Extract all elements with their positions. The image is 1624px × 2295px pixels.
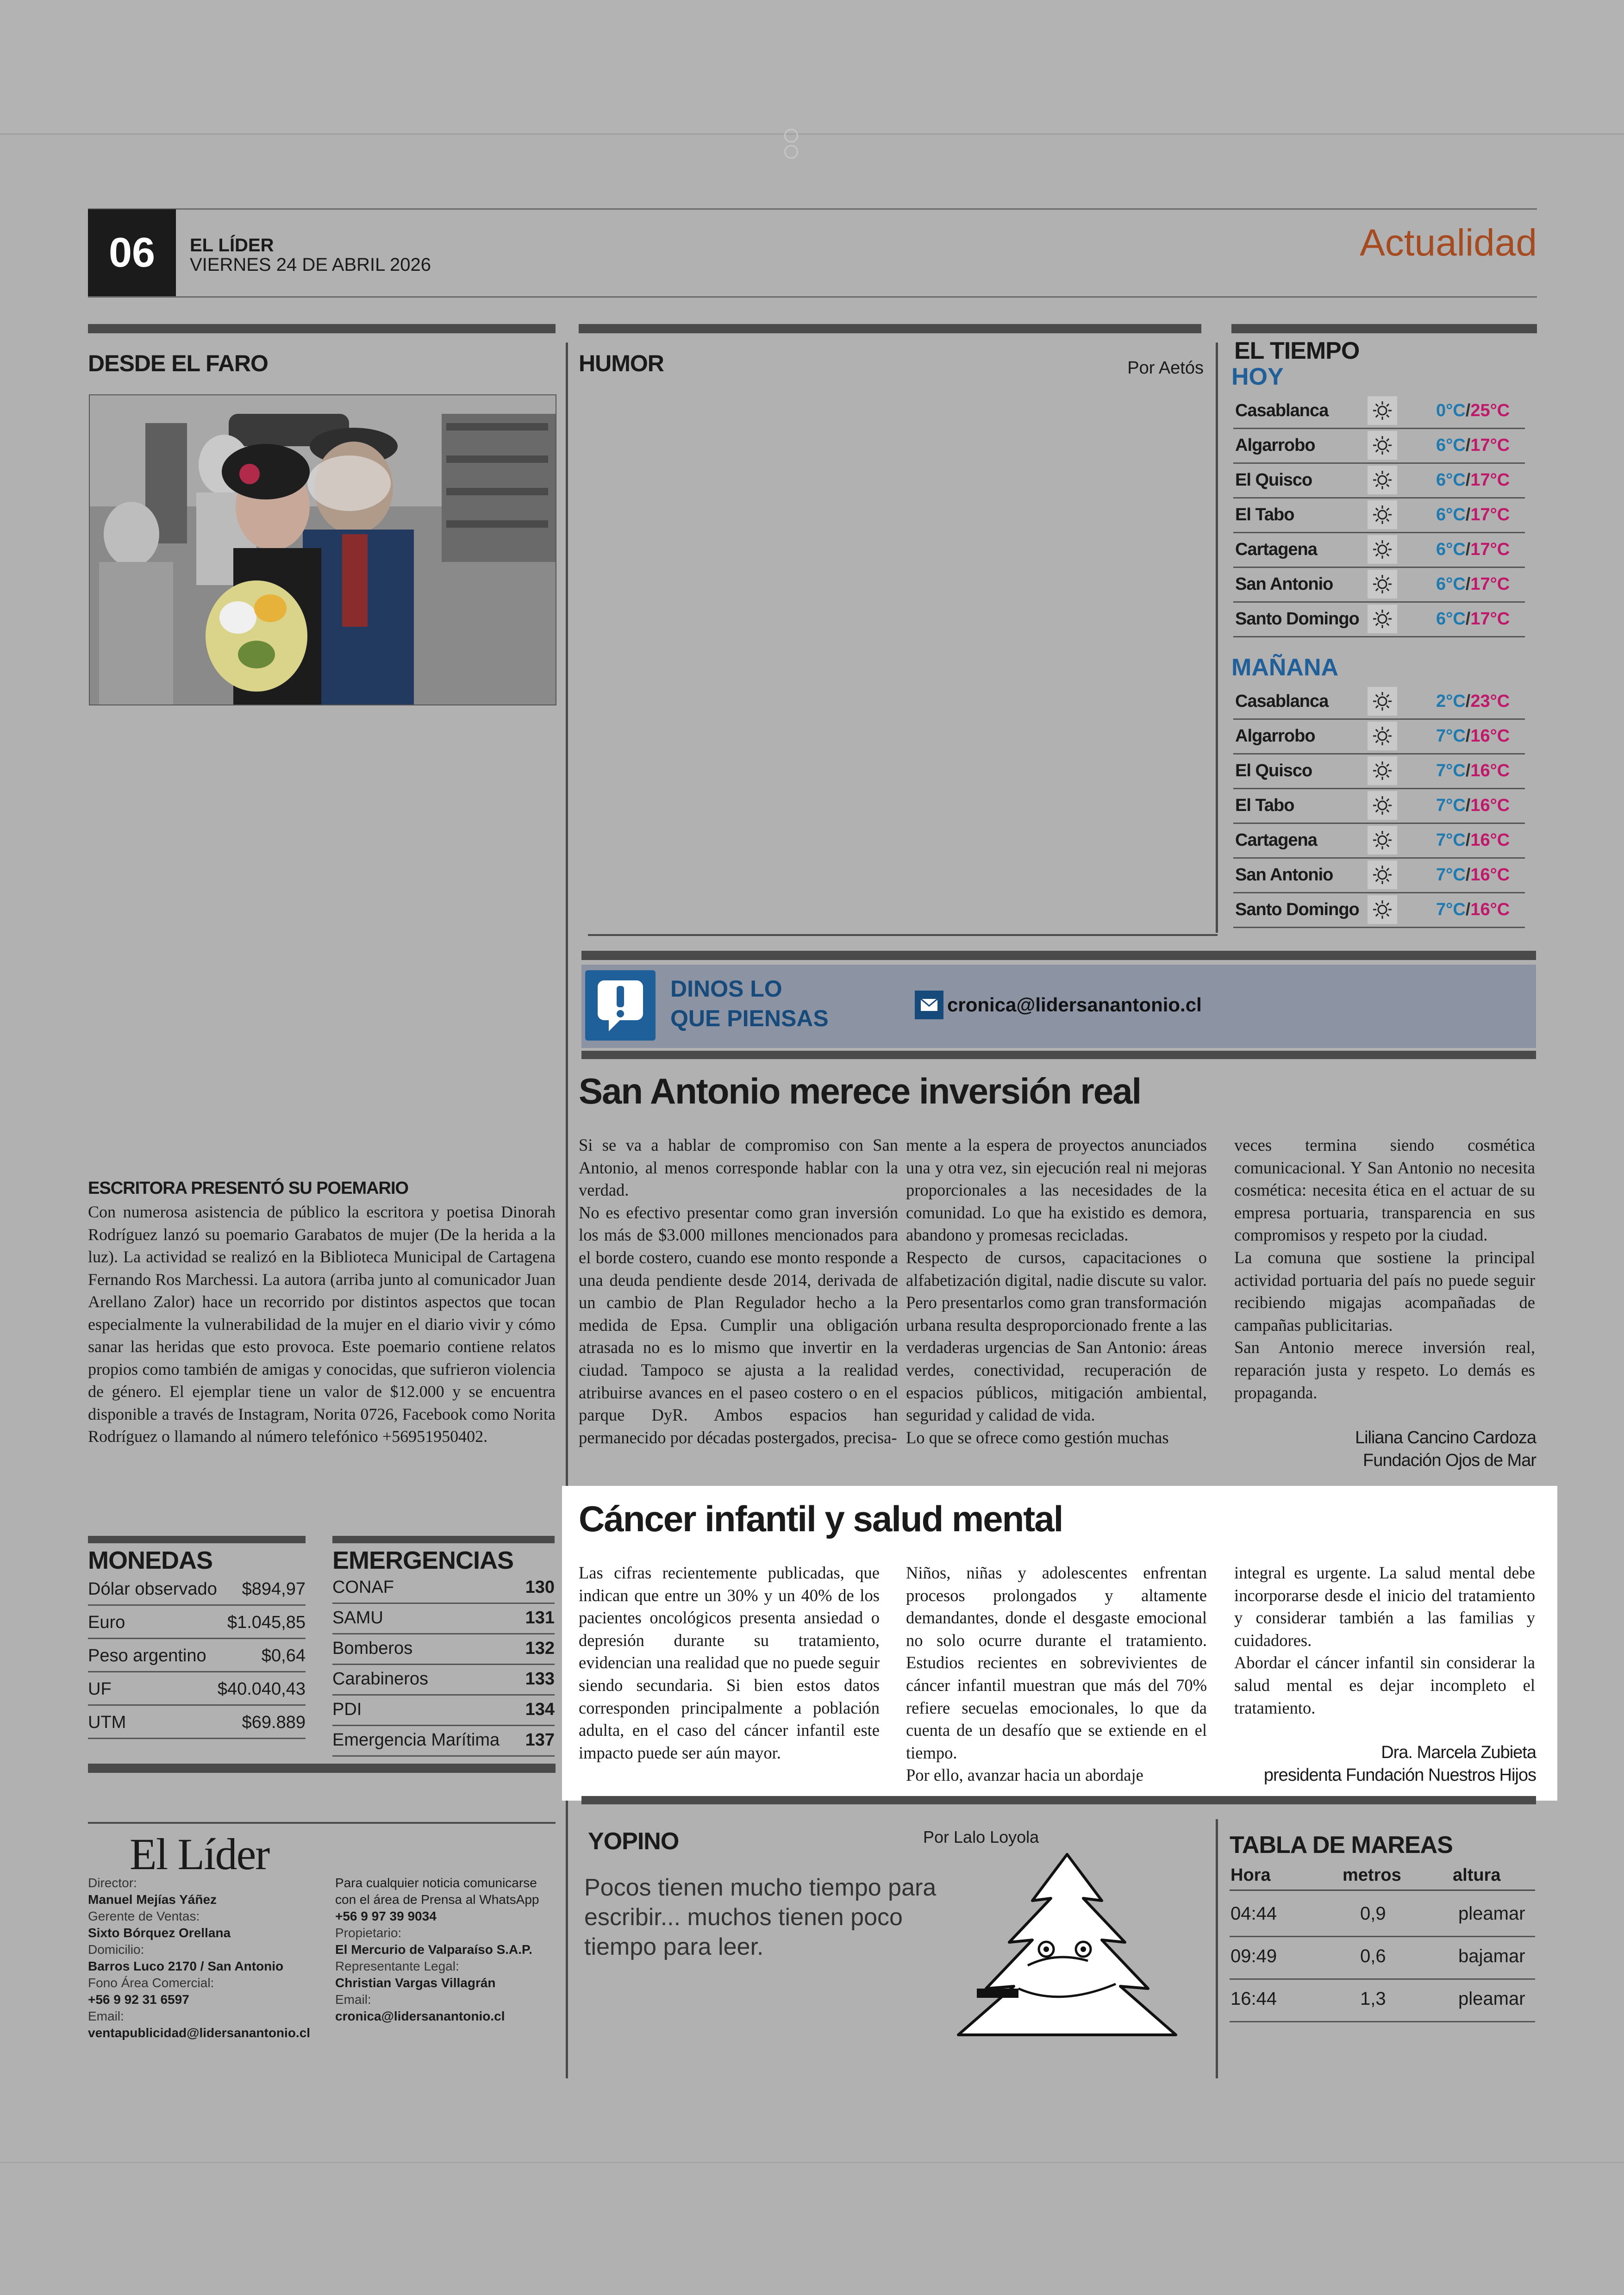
temp-separator: / xyxy=(1465,900,1471,919)
monedas-label: UTM xyxy=(88,1713,126,1732)
monedas-row xyxy=(88,1674,306,1706)
column-divider-weather xyxy=(1216,343,1218,933)
temp-low: 7°C xyxy=(1436,796,1466,815)
left-value: +56 9 92 31 6597 xyxy=(88,1992,189,2007)
weather-temp xyxy=(1436,726,1510,746)
tide-metros: 0,9 xyxy=(1360,1903,1386,1924)
letter2-col3 xyxy=(1234,1562,1535,1719)
viewer-top-bar xyxy=(0,0,1624,135)
weather-row xyxy=(1233,685,1525,720)
column-divider-left xyxy=(566,343,568,2078)
letter1-col2-p3: Lo que se ofrece como gestión muchas xyxy=(906,1428,1169,1447)
emergencias-value: 131 xyxy=(525,1608,555,1628)
weather-temp xyxy=(1436,609,1510,629)
yopino-text-line3: tiempo para leer. xyxy=(584,1933,764,1960)
letter1-signature-org: Fundación Ojos de Mar xyxy=(1363,1451,1536,1470)
credits-intro2: con el área de Prensa al WhatsApp xyxy=(335,1892,539,1907)
letter2-signature-name: Dra. Marcela Zubieta xyxy=(1381,1743,1536,1762)
weather-city: El Tabo xyxy=(1235,796,1294,815)
weather-city: Cartagena xyxy=(1235,540,1317,559)
weather-today-label: HOY xyxy=(1231,363,1284,390)
emergencias-title: EMERGENCIAS xyxy=(332,1547,514,1574)
temp-high: 17°C xyxy=(1470,609,1510,629)
letter1-signature-name: Liliana Cancino Cardoza xyxy=(1355,1428,1536,1447)
monedas-value: $894,97 xyxy=(242,1579,306,1599)
temp-low: 7°C xyxy=(1436,761,1466,780)
right-label: Propietario: xyxy=(335,1926,402,1940)
temp-high: 17°C xyxy=(1470,436,1510,455)
temp-separator: / xyxy=(1465,470,1471,490)
mareas-header-rule xyxy=(1230,1890,1535,1891)
temp-high: 23°C xyxy=(1470,692,1510,711)
faro-title: DESDE EL FARO xyxy=(88,350,268,376)
monedas-value: $69.889 xyxy=(242,1713,306,1732)
monedas-bottom-bar xyxy=(88,1764,556,1773)
weather-row xyxy=(1233,533,1525,568)
humor-title: HUMOR xyxy=(579,350,664,376)
letter1-col2-p2: Respecto de cursos, capacitaciones o alfabetización digital, nadie discute su valor. Pero presentarlos como gran transformación urbana resulta desproporcionado frente a las verdaderas urgencias de San Antonio: áreas verdes, conectividad, recuperación de espacios públicos, mitigación ambiental, seguridad y calidad de vida. xyxy=(906,1247,1207,1425)
weather-row xyxy=(1233,499,1525,533)
sun-icon xyxy=(1368,466,1397,494)
tide-hora: 04:44 xyxy=(1230,1903,1277,1924)
letter1-col3-p1: veces termina siendo cosmética comunicacional. Y San Antonio no necesita cosmética: necesita ética en el actuar de su empresa portuaria, transparencia en sus compromisos y respeto por la ciudad. xyxy=(1234,1135,1535,1245)
page-number: 06 xyxy=(88,209,176,296)
letter1-col3 xyxy=(1234,1134,1535,1404)
dinos-banner xyxy=(581,965,1536,1048)
temp-high: 17°C xyxy=(1470,505,1510,524)
temp-high: 16°C xyxy=(1470,900,1510,919)
weather-row xyxy=(1233,394,1525,429)
emergencias-label: Carabineros xyxy=(332,1669,428,1689)
column-divider-mareas xyxy=(1216,1819,1218,2078)
weather-temp xyxy=(1436,574,1510,594)
right-value: cronica@lidersanantonio.cl xyxy=(335,2009,505,2023)
mareas-header-altura: altura xyxy=(1453,1865,1501,1885)
monedas-title: MONEDAS xyxy=(88,1547,213,1574)
temp-separator: / xyxy=(1465,726,1471,746)
mareas-title: TABLA DE MAREAS xyxy=(1230,1832,1453,1858)
temp-high: 17°C xyxy=(1470,540,1510,559)
weather-row xyxy=(1233,568,1525,603)
left-value: Barros Luco 2170 / San Antonio xyxy=(88,1959,284,1973)
yopino-text-line1: Pocos tienen mucho tiempo para xyxy=(584,1874,937,1901)
weather-temp xyxy=(1436,540,1510,560)
emergencias-value: 132 xyxy=(525,1639,555,1658)
sun-icon xyxy=(1368,895,1397,924)
weather-temp xyxy=(1436,900,1510,920)
monedas-label: Peso argentino xyxy=(88,1646,206,1665)
mareas-header-hora: Hora xyxy=(1230,1865,1271,1885)
weather-temp xyxy=(1436,401,1510,421)
left-label: Director: xyxy=(88,1876,137,1890)
tide-metros: 0,6 xyxy=(1360,1946,1386,1966)
header-bottom-rule xyxy=(88,296,1537,298)
credits-intro1: Para cualquier noticia comunicarse xyxy=(335,1876,537,1890)
monedas-value: $0,64 xyxy=(261,1646,306,1665)
temp-separator: / xyxy=(1465,540,1471,559)
letter1-title: San Antonio merece inversión real xyxy=(579,1071,1141,1111)
faro-photo xyxy=(89,394,556,705)
temp-high: 16°C xyxy=(1470,726,1510,746)
emergencias-value: 130 xyxy=(525,1578,555,1597)
tide-altura: pleamar xyxy=(1458,1989,1525,2009)
temp-low: 6°C xyxy=(1436,436,1466,455)
left-value: Manuel Mejías Yáñez xyxy=(88,1892,217,1907)
publication-date: VIERNES 24 DE ABRIL 2026 xyxy=(190,255,431,275)
tide-row xyxy=(1230,1936,1535,1980)
letter1-col1-p1: Si se va a hablar de compromiso con San Antonio, al menos corresponde hablar con la verdad. xyxy=(579,1135,898,1200)
page-controls[interactable] xyxy=(784,129,840,143)
weather-city: San Antonio xyxy=(1235,574,1333,594)
sun-icon xyxy=(1368,756,1397,785)
temp-separator: / xyxy=(1465,761,1471,780)
weather-row xyxy=(1233,720,1525,755)
letter2-col2 xyxy=(906,1562,1207,1787)
exclamation-icon xyxy=(585,970,656,1041)
monedas-row xyxy=(88,1640,306,1672)
weather-row xyxy=(1233,603,1525,637)
weather-row xyxy=(1233,789,1525,824)
tide-altura: bajamar xyxy=(1458,1946,1525,1966)
letter2-col2-p1: Niños, niñas y adolescentes enfrentan procesos prolongados y altamente demandantes, donde el desgaste emocional no solo ocurre durante el tratamiento. Estudios recientes en sobrevivientes de cáncer infantil muestran que más del 70% refiere secuelas emocionales, lo que da cuenta de un desafío que se extiende en el tiempo. xyxy=(906,1563,1207,1762)
temp-high: 17°C xyxy=(1470,470,1510,490)
photo-illustration xyxy=(90,395,556,705)
el-lider-logo: El Líder xyxy=(130,1829,269,1879)
sun-icon xyxy=(1368,722,1397,750)
letter1-col2-p1: mente a la espera de proyectos anunciados una y otra vez, sin ejecución real ni mejoras proporcionales a las necesidades de la comunidad. Lo que ha existido es demora, abandono y promesas recicladas. xyxy=(906,1135,1207,1245)
sun-icon xyxy=(1368,570,1397,599)
faro-caption: Con numerosa asistencia de público la escritora y poetisa Dinorah Rodríguez lanzó su poemario Garabatos de mujer (De la herida a la luz). La actividad se realizó en la Biblioteca Municipal de Cartagena Fernando Ros Marchessi. La autora (arriba junto al comunicador Juan Arellano Zalor) hace un recorrido por distintos aspectos que tocan especialmente la vulnerabilidad de la mujer en el diario vivir y cómo sanar las heridas que esto provoca. Este poemario contiene relatos propios como también de amigas y conocidas, que sufrieron violencia de género. El ejemplar tiene un valor de $12.000 y se encuentra disponible a través de Instagram, Norita 0726, Facebook como Norita Rodríguez o llamando al número telefónico +56951950402. xyxy=(88,1203,556,1446)
yopino-text xyxy=(584,1873,936,1962)
temp-low: 2°C xyxy=(1436,692,1466,711)
credits-top-rule xyxy=(88,1822,556,1824)
temp-high: 16°C xyxy=(1470,761,1510,780)
monedas-label: Dólar observado xyxy=(88,1579,217,1599)
left-label: Email: xyxy=(88,2009,124,2023)
temp-low: 6°C xyxy=(1436,609,1466,629)
temp-low: 7°C xyxy=(1436,865,1466,885)
dinos-label xyxy=(670,974,829,1033)
emergencias-row xyxy=(332,1694,555,1726)
weather-city: El Quisco xyxy=(1235,761,1312,780)
weather-city: El Quisco xyxy=(1235,470,1312,490)
weather-temp xyxy=(1436,470,1510,490)
dinos-line2: QUE PIENSAS xyxy=(670,1005,829,1031)
monedas-row xyxy=(88,1707,306,1739)
weather-city: Algarrobo xyxy=(1235,726,1315,746)
emergencias-row xyxy=(332,1664,555,1696)
temp-high: 16°C xyxy=(1470,830,1510,850)
letter2-title: Cáncer infantil y salud mental xyxy=(579,1498,1063,1539)
sun-icon xyxy=(1368,535,1397,564)
left-label: Domicilio: xyxy=(88,1942,144,1957)
weather-tomorrow-label: MAÑANA xyxy=(1231,654,1339,681)
weather-temp xyxy=(1436,692,1510,711)
faro-caption-title: ESCRITORA PRESENTÓ SU POEMARIO xyxy=(88,1179,409,1198)
letter2-col3-p2: Abordar el cáncer infantil sin considerar la salud mental es dejar incompleto el tratamiento. xyxy=(1234,1653,1535,1717)
mail-icon xyxy=(915,991,943,1019)
weather-city: Santo Domingo xyxy=(1235,609,1359,629)
weather-city: El Tabo xyxy=(1235,505,1294,524)
emergencias-top-bar xyxy=(332,1536,555,1543)
weather-row xyxy=(1233,824,1525,859)
temp-separator: / xyxy=(1465,401,1471,420)
letter1-col3-p3: San Antonio merece inversión real, reparación justa y respeto. Lo demás es propaganda. xyxy=(1234,1338,1535,1402)
yopino-title: YOPINO xyxy=(588,1828,679,1855)
weather-row xyxy=(1233,464,1525,499)
emergencias-label: CONAF xyxy=(332,1578,394,1597)
emergencias-row xyxy=(332,1572,555,1604)
tide-metros: 1,3 xyxy=(1360,1989,1386,2009)
yopino-author: Por Lalo Loyola xyxy=(923,1827,1039,1846)
left-value: Sixto Bórquez Orellana xyxy=(88,1926,231,1940)
temp-separator: / xyxy=(1465,436,1471,455)
right-label: Email: xyxy=(335,1992,371,2007)
section-title: Actualidad xyxy=(1360,222,1537,264)
emergencias-row xyxy=(332,1603,555,1634)
weather-row xyxy=(1233,755,1525,789)
weather-city: Casablanca xyxy=(1235,401,1329,420)
tide-row xyxy=(1230,1893,1535,1937)
header-top-rule xyxy=(88,208,1537,210)
emergencias-value: 137 xyxy=(525,1730,555,1750)
weather-temp xyxy=(1436,830,1510,850)
page-bottom-edge xyxy=(0,2162,1624,2163)
right-label: Representante Legal: xyxy=(335,1959,459,1973)
mareas-header-metros: metros xyxy=(1343,1865,1401,1885)
letter1-col3-p2: La comuna que sostiene la principal actividad portuaria del país no puede seguir recibiendo migajas acompañadas de campañas publicitarias. xyxy=(1234,1247,1535,1335)
dinos-bottom-bar xyxy=(581,1051,1536,1059)
faro-top-bar xyxy=(88,324,556,333)
temp-separator: / xyxy=(1465,865,1471,885)
sun-icon xyxy=(1368,500,1397,529)
publication-name: EL LÍDER xyxy=(190,235,274,256)
temp-high: 16°C xyxy=(1470,796,1510,815)
monedas-label: Euro xyxy=(88,1613,125,1632)
temp-low: 6°C xyxy=(1436,574,1466,594)
yopino-tree-illustration xyxy=(949,1850,1185,2044)
monedas-label: UF xyxy=(88,1679,112,1699)
right-value: El Mercurio de Valparaíso S.A.P. xyxy=(335,1942,532,1957)
letter1-col1-p2: No es efectivo presentar como gran inversión los más de $3.000 millones mencionados para el borde costero, cuando ese monto responde a una deuda pendiente desde 2014, derivada de un cambio de Plan Regulador hecho a la medida de Epsa. Cumplir una obligación atrasada no es lo mismo que invertir en la ciudad. Tampoco se ajusta a la realidad atribuirse avances en el paseo costero o en el parque DyR. Ambos espacios han permanecido por décadas postergados, precisa- xyxy=(579,1203,898,1447)
weather-city: Casablanca xyxy=(1235,692,1329,711)
weather-temp xyxy=(1436,436,1510,455)
left-label: Fono Área Comercial: xyxy=(88,1976,214,1990)
weather-temp xyxy=(1436,796,1510,816)
humor-top-bar xyxy=(579,324,1201,333)
temp-low: 7°C xyxy=(1436,830,1466,850)
weather-city: Santo Domingo xyxy=(1235,900,1359,919)
right-value: Christian Vargas Villagrán xyxy=(335,1976,496,1990)
letter2-bottom-bar xyxy=(581,1796,1536,1804)
emergencias-row xyxy=(332,1633,555,1665)
temp-low: 6°C xyxy=(1436,470,1466,490)
temp-low: 6°C xyxy=(1436,540,1466,559)
sun-icon xyxy=(1368,791,1397,820)
weather-temp xyxy=(1436,865,1510,885)
next-page-dot[interactable] xyxy=(784,145,798,159)
temp-high: 17°C xyxy=(1470,574,1510,594)
dinos-line1: DINOS LO xyxy=(670,976,782,1002)
temp-separator: / xyxy=(1465,692,1471,711)
letter2-signature-org: presidenta Fundación Nuestros Hijos xyxy=(1263,1765,1536,1785)
tide-altura: pleamar xyxy=(1458,1903,1525,1924)
monedas-top-bar xyxy=(88,1536,306,1543)
weather-row xyxy=(1233,893,1525,928)
weather-top-bar xyxy=(1231,324,1537,333)
credits-whatsapp: +56 9 97 39 9034 xyxy=(335,1909,437,1923)
tide-hora: 09:49 xyxy=(1230,1946,1277,1966)
temp-low: 6°C xyxy=(1436,505,1466,524)
letter2-col1 xyxy=(579,1562,880,1764)
weather-title: EL TIEMPO xyxy=(1234,337,1360,364)
yopino-text-line2: escribir... muchos tienen poco xyxy=(584,1904,903,1931)
letter1-col2 xyxy=(906,1134,1207,1449)
dinos-email-text: cronica@lidersanantonio.cl xyxy=(947,994,1202,1016)
emergencias-label: SAMU xyxy=(332,1608,383,1628)
weather-temp xyxy=(1436,761,1510,781)
letter2-col2-p2: Por ello, avanzar hacia un abordaje xyxy=(906,1765,1143,1785)
letter2-signature xyxy=(1234,1741,1536,1787)
letter1-signature xyxy=(1234,1427,1536,1472)
left-label: Gerente de Ventas: xyxy=(88,1909,200,1923)
sun-icon xyxy=(1368,826,1397,854)
sun-icon xyxy=(1368,861,1397,889)
temp-separator: / xyxy=(1465,609,1471,629)
monedas-value: $1.045,85 xyxy=(227,1613,306,1632)
weather-row xyxy=(1233,429,1525,464)
letter2-col1-p1: Las cifras recientemente publicadas, que indican que entre un 30% y un 40% de los pacientes oncológicos presenta ansiedad o depresión durante su tratamiento, evidencian una realidad que no puede seguir siendo secundaria. Si bien estos datos corresponden principalmente a población adulta, en el caso del cáncer infantil este impacto puede ser aún mayor. xyxy=(579,1563,880,1762)
dinos-email[interactable] xyxy=(915,991,1202,1019)
monedas-row xyxy=(88,1574,306,1606)
emergencias-row xyxy=(332,1725,555,1757)
letter2-col3-p1: integral es urgente. La salud mental debe incorporarse desde el inicio del tratamiento y considerar también a las familias y cuidadores. xyxy=(1234,1563,1535,1650)
temp-high: 16°C xyxy=(1470,865,1510,885)
humor-author: Por Aetós xyxy=(1127,358,1204,378)
letter1-col1 xyxy=(579,1134,898,1449)
weather-city: Cartagena xyxy=(1235,830,1317,850)
dinos-top-bar xyxy=(581,951,1536,960)
temp-separator: / xyxy=(1465,830,1471,850)
emergencias-label: Emergencia Marítima xyxy=(332,1730,500,1750)
temp-separator: / xyxy=(1465,505,1471,524)
sun-icon xyxy=(1368,431,1397,460)
tide-hora: 16:44 xyxy=(1230,1989,1277,2009)
temp-low: 0°C xyxy=(1436,401,1466,420)
prev-page-dot[interactable] xyxy=(784,129,798,143)
monedas-row xyxy=(88,1607,306,1639)
emergencias-value: 133 xyxy=(525,1669,555,1689)
weather-city: San Antonio xyxy=(1235,865,1333,885)
humor-bottom-rule xyxy=(588,934,1218,936)
emergencias-label: PDI xyxy=(332,1700,362,1719)
tide-row xyxy=(1230,1978,1535,2022)
emergencias-value: 134 xyxy=(525,1700,555,1719)
left-value: ventapublicidad@lidersanantonio.cl xyxy=(88,2026,311,2040)
emergencias-label: Bomberos xyxy=(332,1639,413,1658)
weather-row xyxy=(1233,859,1525,893)
temp-separator: / xyxy=(1465,796,1471,815)
temp-separator: / xyxy=(1465,574,1471,594)
sun-icon xyxy=(1368,687,1397,716)
temp-low: 7°C xyxy=(1436,726,1466,746)
weather-city: Algarrobo xyxy=(1235,436,1315,455)
monedas-value: $40.040,43 xyxy=(217,1679,306,1699)
sun-icon xyxy=(1368,396,1397,425)
temp-high: 25°C xyxy=(1470,401,1510,420)
weather-temp xyxy=(1436,505,1510,525)
sun-icon xyxy=(1368,605,1397,633)
temp-low: 7°C xyxy=(1436,900,1466,919)
